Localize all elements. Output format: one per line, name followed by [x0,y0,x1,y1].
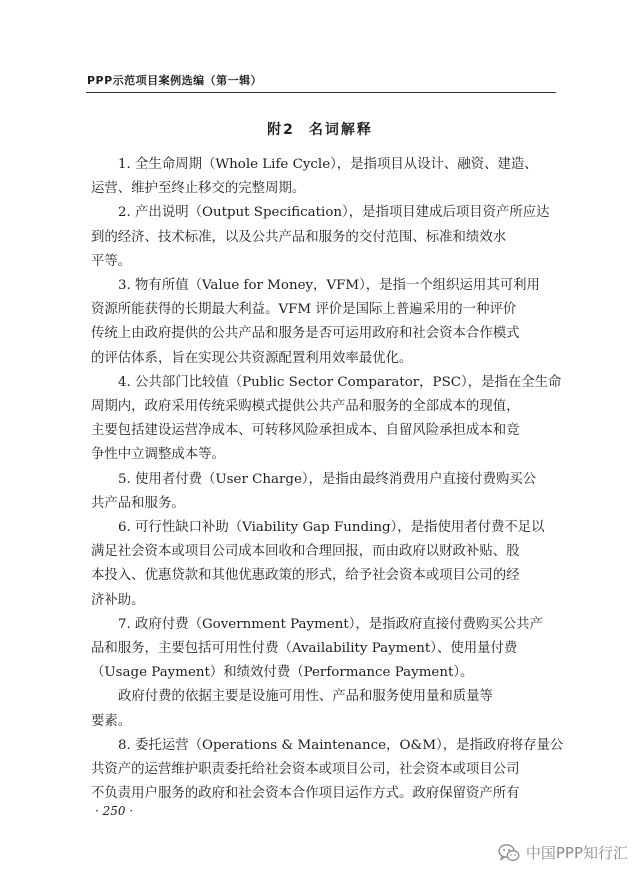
text-line: （Usage Payment）和绩效付费（Performance Payment）。 [91,665,474,681]
text-line: 共资产的运营维护职责委托给社会资本或项目公司，社会资本或项目公司 [91,762,520,778]
text-line: 共产品和服务。 [91,495,185,511]
text-line: 1. 全生命周期（Whole Life Cycle），是指项目从设计、融资、建造、 [118,157,538,172]
section-title [0,119,640,139]
paragraph [91,734,564,807]
watermark-text: 中国PPP知行汇 [525,844,628,862]
text-line: 周期内，政府采用传统采购模式提供公共产品和服务的全部成本的现值， [91,399,520,415]
paragraph [91,468,551,516]
header-rule [86,92,556,93]
text-line: 3. 物有所值（Value for Money，VFM），是指一个组织运用其可利用 [118,278,540,294]
watermark [498,842,628,863]
text-line: 2. 产出说明（Output Specification），是指项目建成后项目资产所应达 [118,205,550,221]
text-line: 满足社会资本或项目公司成本回收和合理回报，而由政府以财政补贴、股 [91,544,520,560]
text-line: 的评估体系，旨在实现公共资源配置利用效率最优化。 [91,350,413,366]
text-line: 4. 公共部门比较值（Public Sector Comparator，PSC），是指在全生命 [118,374,562,390]
paragraph [91,274,551,371]
text-line: 济补助。 [91,592,145,608]
section-heading: 名词解释 [308,122,373,138]
wechat-icon [498,843,520,863]
text-line: 8. 委托运营（Operations & Maintenance，O&M），是指政府将存量公 [118,737,564,753]
section-number: 附2 [267,122,295,138]
text-line: 传统上由政府提供的公共产品和服务是否可运用政府和社会资本合作模式 [91,326,520,342]
paragraph [91,153,551,201]
text-line: 5. 使用者付费（User Charge），是指由最终消费用户直接付费购买公 [118,471,537,487]
text-line: 品和服务，主要包括可用性付费（Availability Payment）、使用量付费 [91,641,518,657]
text-line: 7. 政府付费（Government Payment），是指政府直接付费购买公共产 [118,616,543,632]
paragraph [91,613,551,686]
paragraph [91,685,551,733]
text-line: 主要包括建设运营净成本、可转移风险承担成本、自留风险承担成本和竞 [91,423,520,439]
paragraph [91,516,551,613]
paragraph [91,201,551,274]
text-line: 6. 可行性缺口补助（Viability Gap Funding），是指使用者付费不足以 [118,520,545,536]
text-line: 运营、维护至终止移交的完整周期。 [91,181,306,197]
text-line: 到的经济、技术标准，以及公共产品和服务的交付范围、标准和绩效水 [91,229,507,245]
text-line: 不负责用户服务的政府和社会资本合作项目运作方式。政府保留资产所有 [91,786,520,802]
document-body [91,153,564,806]
text-line: 资源所能获得的长期最大利益。VFM 评价是国际上普遍采用的一种评价 [91,302,517,318]
text-line: 平等。 [91,253,132,269]
text-line: 争性中立调整成本等。 [91,447,225,463]
page-number: · 250 · [95,804,134,818]
text-line: 本投入、优惠贷款和其他优惠政策的形式，给予社会资本或项目公司的经 [91,568,520,584]
text-line: 政府付费的依据主要是设施可用性、产品和服务使用量和质量等 [118,689,493,705]
running-head: PPP示范项目案例选编（第一辑） [87,74,263,87]
text-line: 要素。 [91,713,132,729]
paragraph [91,371,562,468]
